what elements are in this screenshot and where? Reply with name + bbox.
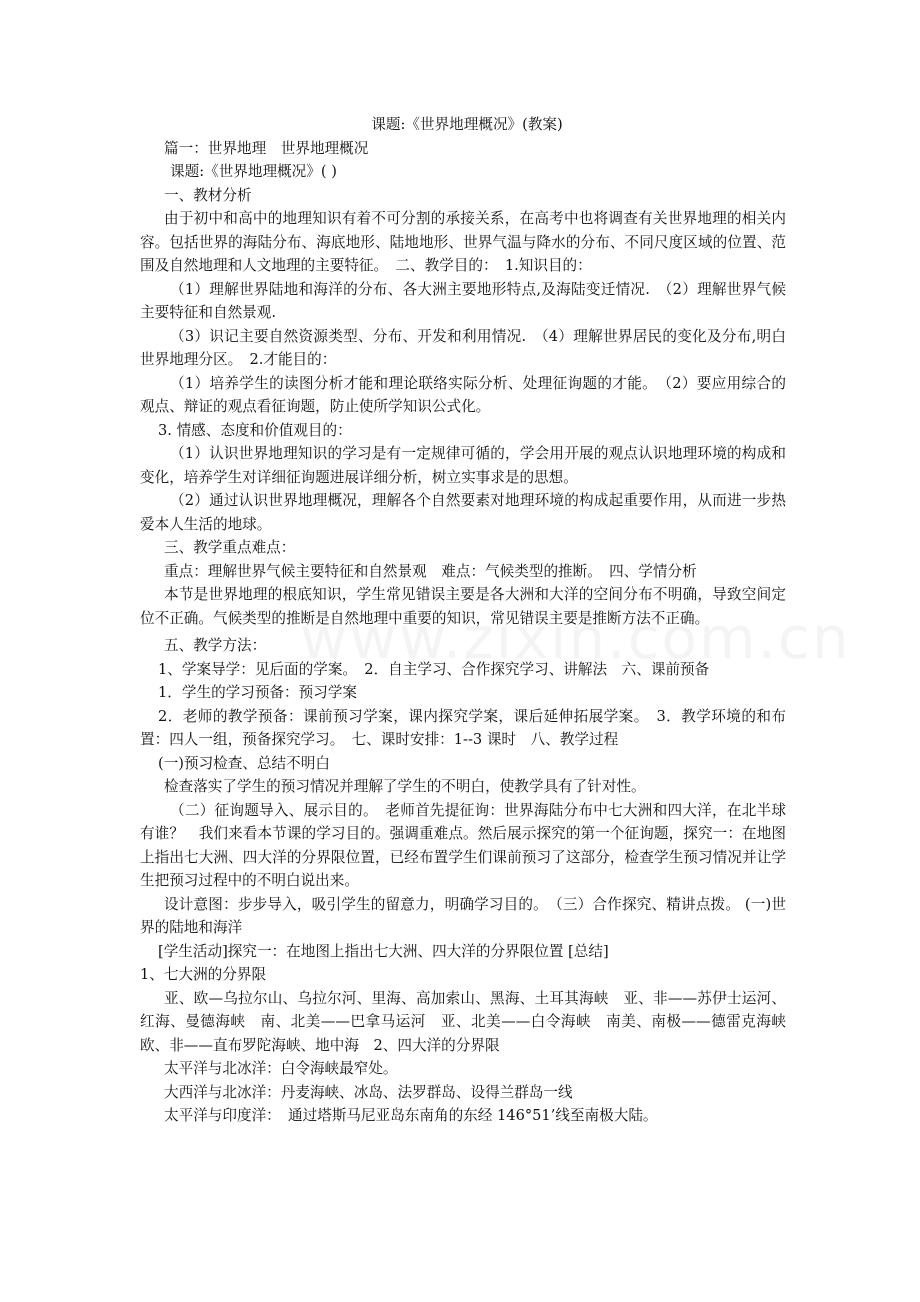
paragraph: [学生活动]探究一：在地图上指出七大洲、四大洋的分界限位置 [总结] <box>158 942 609 960</box>
paragraph: 设计意图：步步导入，吸引学生的留意力，明确学习目的。 （三）合作探究、精讲点拨。 (一)世界的陆地和海洋 <box>140 895 786 936</box>
section-heading: 五、教学方法： <box>164 637 267 654</box>
paragraph: 亚、欧—乌拉尔山、乌拉尔河、里海、高加索山、黑海、土耳其海峡 亚、非——苏伊士运河、红海、曼德海峡 南、北美——巴拿马运河 亚、北美——白令海峡 南美、南极——德雷克海峡 欧、非——直布罗陀海峡、地中海 2、四大洋的分界限 <box>140 989 801 1054</box>
document-title: 课题:《世界地理概况》(教案) <box>371 116 563 133</box>
paragraph: 1、学案导学：见后面的学案。 2．自主学习、合作探究学习、讲解法 六、课前预备 <box>158 660 710 678</box>
paragraph: 大西洋与北冰洋：丹麦海峡、冰岛、法罗群岛、设得兰群岛一线 <box>164 1083 573 1101</box>
paragraph: 1．学生的学习预备：预习学案 <box>158 684 358 701</box>
paragraph: （二）征询题导入、展示目的。 老师首先提征询：世界海陆分布中七大洲和四大洋，在北半球有谁？ 我们来看本节课的学习目的。强调重难点。然后展示探究的第一个征询题，探究一：在地图上指出七大洲、四大洋的分界限位置，已经布置学生们课前预习了这部分，检查学生预习情况并让学生把预习过程中的不明白说出来。 <box>140 801 786 889</box>
paragraph: 太平洋与印度洋： 通过塔斯马尼亚岛东南角的东经 146°51’线至南极大陆。 <box>164 1107 658 1124</box>
paragraph: （1）理解世界陆地和海洋的分布、各大洲主要地形特点,及海陆变迁情况. （2）理解世界气候主要特征和自然景观. <box>140 280 786 321</box>
section-heading: 篇一：世界地理 世界地理概况 <box>164 139 369 157</box>
section-heading: (一)预习检查、总结不明白 <box>158 754 330 772</box>
section-heading: 三、教学重点难点： <box>164 539 296 556</box>
paragraph: 检查落实了学生的预习情况并理解了学生的不明白，使教学具有了针对性。 <box>164 778 646 795</box>
lesson-subtitle: 课题:《世界地理概况》( ) <box>170 163 337 180</box>
paragraph: （3）识记主要自然资源类型、分布、开发和利用情况. （4）理解世界居民的变化及分布,明白世界地理分区。 2.才能目的： <box>140 327 786 368</box>
section-heading: 一、教材分析 <box>164 186 252 204</box>
paragraph: 太平洋与北冰洋：白令海峡最窄处。 <box>164 1060 398 1077</box>
document-page <box>140 113 801 1128</box>
paragraph: （2）通过认识世界地理概况，理解各个自然要素对地理环境的构成起重要作用，从而进一步热爱本人生活的地球。 <box>140 492 786 533</box>
paragraph: （1）认识世界地理知识的学习是有一定规律可循的，学会用开展的观点认识地理环境的构成和变化，培养学生对详细征询题进展详细分析，树立实事求是的思想。 <box>140 445 786 486</box>
paragraph: 本节是世界地理的根底知识，学生常见错误主要是各大洲和大洋的空间分布不明确，导致空间定位不正确。气候类型的推断是自然地理中重要的知识，常见错误主要是推断方法不正确。 <box>140 586 786 627</box>
paragraph: 由于初中和高中的地理知识有着不可分割的承接关系，在高考中也将调查有关世界地理的相关内容。包括世界的海陆分布、海底地形、陆地地形、世界气温与降水的分布、不同尺度区域的位置、范围及自然地理和人文地理的主要特征。 二、教学目的： 1.知识目的： <box>140 210 786 274</box>
section-heading: 1、七大洲的分界限 <box>140 966 267 983</box>
paragraph: （1）培养学生的读图分析才能和理论联络实际分析、处理征询题的才能。 （2）要应用综合的观点、辩证的观点看征询题，防止使所学知识公式化。 <box>140 374 786 415</box>
section-heading: 3. 情感、态度和价值观目的： <box>158 421 352 439</box>
paragraph: 重点：理解世界气候主要特征和自然景观 难点：气候类型的推断。 四、学情分析 <box>164 562 697 580</box>
paragraph: 2．老师的教学预备：课前预习学案，课内探究学案，课后延伸拓展学案。 3．教学环境的和布置：四人一组，预备探究学习。 七、课时安排：1--3 课时 八、教学过程 <box>140 707 786 748</box>
